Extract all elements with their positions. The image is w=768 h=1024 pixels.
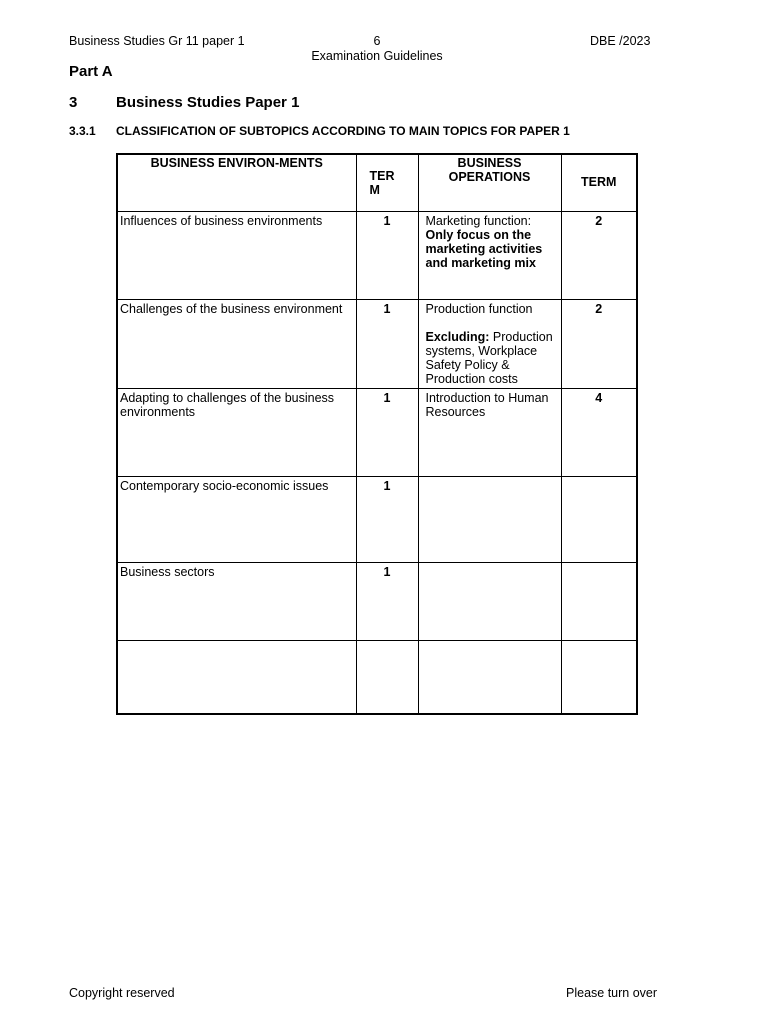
header-business-environments: BUSINESS ENVIRON-MENTS	[117, 154, 356, 211]
ops-cell	[418, 211, 561, 299]
section-number: 3	[69, 94, 78, 111]
term-cell-empty	[561, 476, 637, 562]
header-subject: Business Studies Gr 11 paper 1	[69, 34, 245, 48]
ops-cell-empty	[418, 476, 561, 562]
term-cell-empty	[561, 562, 637, 640]
header-term-1-line1: TER	[369, 169, 395, 183]
term-cell: 1	[356, 211, 418, 299]
ops-cell-empty	[418, 562, 561, 640]
header-term-1	[356, 154, 418, 211]
env-cell: Influences of business environments	[117, 211, 356, 299]
page-number: 6	[373, 34, 381, 48]
topics-table	[116, 153, 638, 715]
header-ops-line2: OPERATIONS	[448, 170, 531, 184]
ops-exclusion-text: Production systems, Workplace Safety Policy & Production costs	[425, 329, 553, 386]
env-cell: Business sectors	[117, 562, 356, 640]
table-row	[117, 476, 637, 562]
footer-turn-over: Please turn over	[566, 986, 658, 1000]
footer-copyright: Copyright reserved	[69, 986, 175, 1000]
part-heading: Part A	[69, 63, 113, 80]
section-title: Business Studies Paper 1	[116, 94, 300, 111]
header-year: DBE /2023	[590, 34, 651, 48]
ops-cell	[418, 299, 561, 388]
table-row-empty	[117, 640, 637, 714]
term-cell: 1	[356, 299, 418, 388]
term-cell: 2	[561, 211, 637, 299]
env-cell: Adapting to challenges of the business environments	[117, 388, 356, 476]
env-cell: Contemporary socio-economic issues	[117, 476, 356, 562]
ops-bold-note: Only focus on the marketing activities and marketing mix	[425, 227, 543, 270]
table-row	[117, 562, 637, 640]
header-business-operations	[418, 154, 561, 211]
env-cell: Challenges of the business environment	[117, 299, 356, 388]
term-cell: 1	[356, 388, 418, 476]
term-cell: 2	[561, 299, 637, 388]
table-row	[117, 388, 637, 476]
table-row	[117, 299, 637, 388]
header-term-1-line2: M	[369, 183, 380, 197]
term-cell: 1	[356, 562, 418, 640]
header-center	[277, 34, 477, 64]
subsection-title: CLASSIFICATION OF SUBTOPICS ACCORDING TO MAIN TOPICS FOR PAPER 1	[116, 124, 570, 138]
subsection-number: 3.3.1	[69, 124, 96, 138]
header-term-2: TERM	[561, 154, 637, 211]
table-header-row	[117, 154, 637, 211]
table-row	[117, 211, 637, 299]
ops-cell: Introduction to Human Resources	[418, 388, 561, 476]
term-cell: 1	[356, 476, 418, 562]
header-subtitle: Examination Guidelines	[311, 49, 443, 63]
ops-text: Production function	[425, 301, 533, 316]
term-cell: 4	[561, 388, 637, 476]
header-ops-line1: BUSINESS	[457, 156, 522, 170]
ops-exclusion-label: Excluding:	[425, 329, 490, 344]
ops-text: Marketing function:	[425, 213, 532, 228]
ops-exclusion	[426, 330, 557, 386]
